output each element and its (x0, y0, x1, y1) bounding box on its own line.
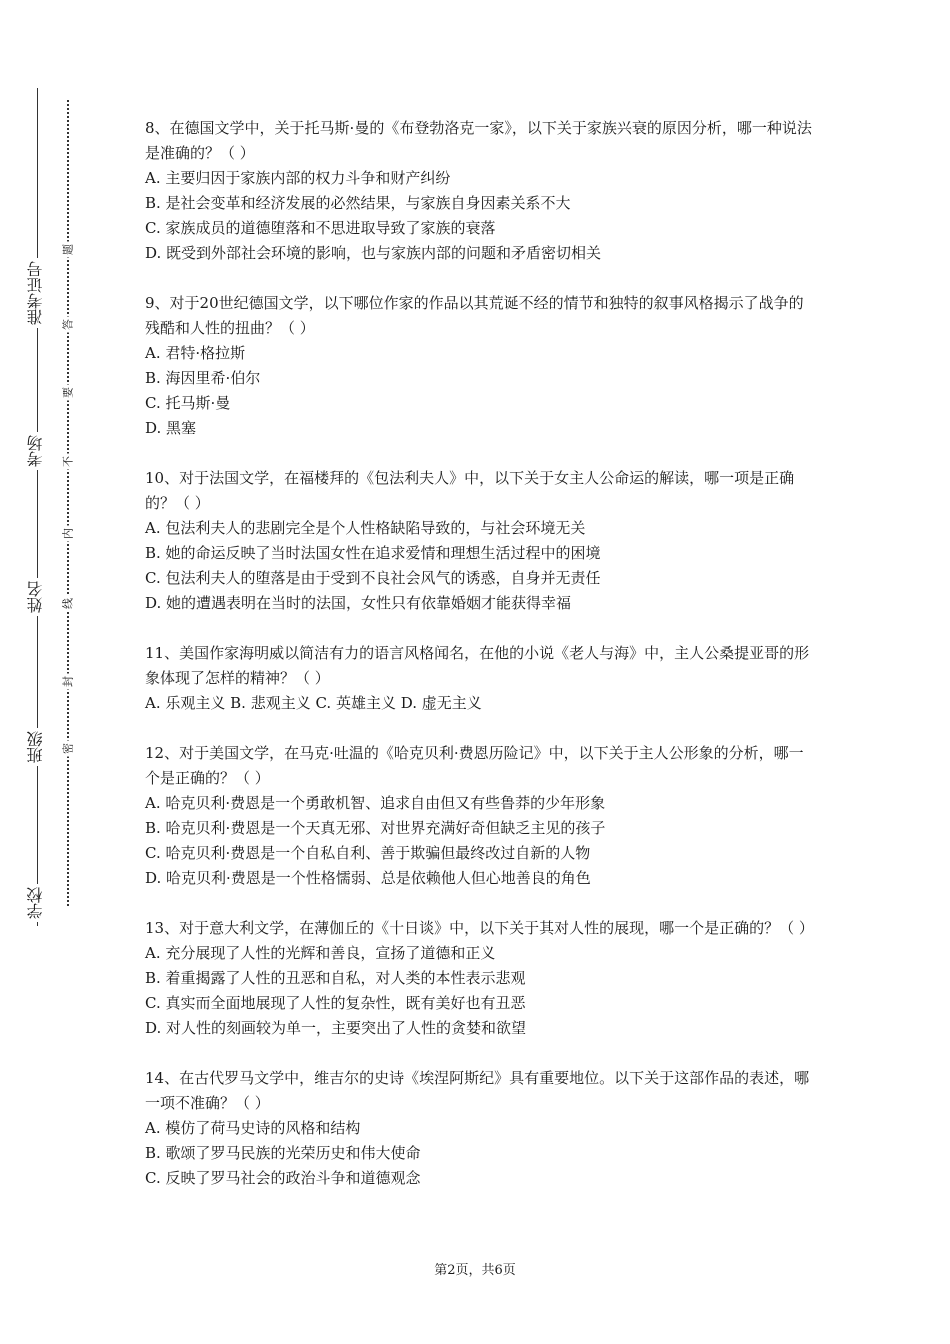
exam-id-label: 准考证号 (24, 258, 52, 328)
option-c: C. 反映了罗马社会的政治斗争和道德观念 (145, 1169, 421, 1187)
option-c: C. 家族成员的道德堕落和不思进取导致了家族的衰落 (145, 219, 496, 237)
question-stem: 14、在古代罗马文学中，维吉尔的史诗《埃涅阿斯纪》具有重要地位。以下关于这部作品的表述，哪一项不准确？（ ） (145, 1069, 810, 1112)
options-inline: A. 乐观主义 B. 悲观主义 C. 英雄主义 D. 虚无主义 (145, 694, 482, 712)
seal-char: 答 (62, 317, 75, 333)
page-number: 第2页，共6页 (434, 1263, 516, 1278)
option-a: A. 哈克贝利·费恩是一个勇敢机智、追求自由但又有些鲁莽的少年形象 (145, 794, 606, 812)
class-label: 班级 (24, 728, 52, 766)
seal-char: 封 (62, 674, 75, 690)
seal-dotted-line (67, 100, 69, 906)
option-c: C. 包法利夫人的堕落是由于受到不良社会风气的诱惑，自身并无责任 (145, 569, 601, 587)
seal-char: 密 (62, 741, 75, 757)
option-b: B. 海因里希·伯尔 (145, 369, 261, 387)
option-d: D. 既受到外部社会环境的影响，也与家族内部的问题和矛盾密切相关 (145, 244, 602, 262)
student-name-label: 姓名 (24, 578, 52, 616)
question-stem: 11、美国作家海明威以简洁有力的语言风格闻名，在他的小说《老人与海》中，主人公桑提亚哥的形象体现了怎样的精神？（ ） (145, 644, 810, 687)
question-stem: 12、对于美国文学，在马克·吐温的《哈克贝利·费恩历险记》中，以下关于主人公形象的分析，哪一个是正确的？（ ） (145, 744, 804, 787)
question-8 (145, 116, 815, 266)
seal-char: 内 (62, 526, 75, 542)
option-d: D. 哈克贝利·费恩是一个性格懦弱、总是依赖他人但心地善良的角色 (145, 869, 591, 887)
school-label: 学校 (24, 884, 52, 922)
question-12 (145, 741, 815, 891)
option-a: A. 模仿了荷马史诗的风格和结构 (145, 1119, 361, 1137)
option-b: B. 哈克贝利·费恩是一个天真无邪、对世界充满好奇但缺乏主见的孩子 (145, 819, 606, 837)
option-d: D. 她的遭遇表明在当时的法国，女性只有依靠婚姻才能获得幸福 (145, 594, 572, 612)
option-a: A. 包法利夫人的悲剧完全是个人性格缺陷导致的，与社会环境无关 (145, 519, 586, 537)
seal-char: 要 (62, 385, 75, 401)
question-10 (145, 466, 815, 616)
question-11 (145, 641, 815, 716)
option-c: C. 哈克贝利·费恩是一个自私自利、善于欺骗但最终改过自新的人物 (145, 844, 591, 862)
option-b: B. 着重揭露了人性的丑恶和自私，对人类的本性表示悲观 (145, 969, 526, 987)
question-stem: 9、对于20世纪德国文学，以下哪位作家的作品以其荒诞不经的情节和独特的叙事风格揭示了战争的残酷和人性的扭曲？（ ） (145, 294, 804, 337)
option-b: B. 她的命运反映了当时法国女性在追求爱情和理想生活过程中的困境 (145, 544, 601, 562)
binding-solid-line (37, 88, 38, 926)
question-stem: 10、对于法国文学，在福楼拜的《包法利夫人》中，以下关于女主人公命运的解读，哪一项是正确的？（ ） (145, 469, 795, 512)
option-d: D. 对人性的刻画较为单一，主要突出了人性的贪婪和欲望 (145, 1019, 527, 1037)
option-b: B. 是社会变革和经济发展的必然结果，与家族自身因素关系不大 (145, 194, 571, 212)
binding-margin (0, 0, 110, 1344)
option-c: C. 托马斯·曼 (145, 394, 231, 412)
question-list (145, 116, 815, 1216)
option-a: A. 君特·格拉斯 (145, 344, 246, 362)
option-b: B. 歌颂了罗马民族的光荣历史和伟大使命 (145, 1144, 421, 1162)
question-stem: 8、在德国文学中，关于托马斯·曼的《布登勃洛克一家》，以下关于家族兴衰的原因分析，哪一种说法是准确的？（ ） (145, 119, 812, 162)
question-stem: 13、对于意大利文学，在薄伽丘的《十日谈》中，以下关于其对人性的展现，哪一个是正确的？（ ） (145, 919, 814, 937)
option-a: A. 充分展现了人性的光辉和善良，宣扬了道德和正义 (145, 944, 496, 962)
option-c: C. 真实而全面地展现了人性的复杂性，既有美好也有丑恶 (145, 994, 526, 1012)
option-a: A. 主要归因于家族内部的权力斗争和财产纠纷 (145, 169, 451, 187)
seal-char: 线 (62, 596, 75, 612)
seal-char: 题 (62, 242, 75, 258)
exam-room-label: 考场 (24, 432, 52, 470)
question-13 (145, 916, 815, 1041)
option-d: D. 黑塞 (145, 419, 197, 437)
seal-char: 不 (62, 454, 75, 470)
question-14 (145, 1066, 815, 1191)
question-9 (145, 291, 815, 441)
